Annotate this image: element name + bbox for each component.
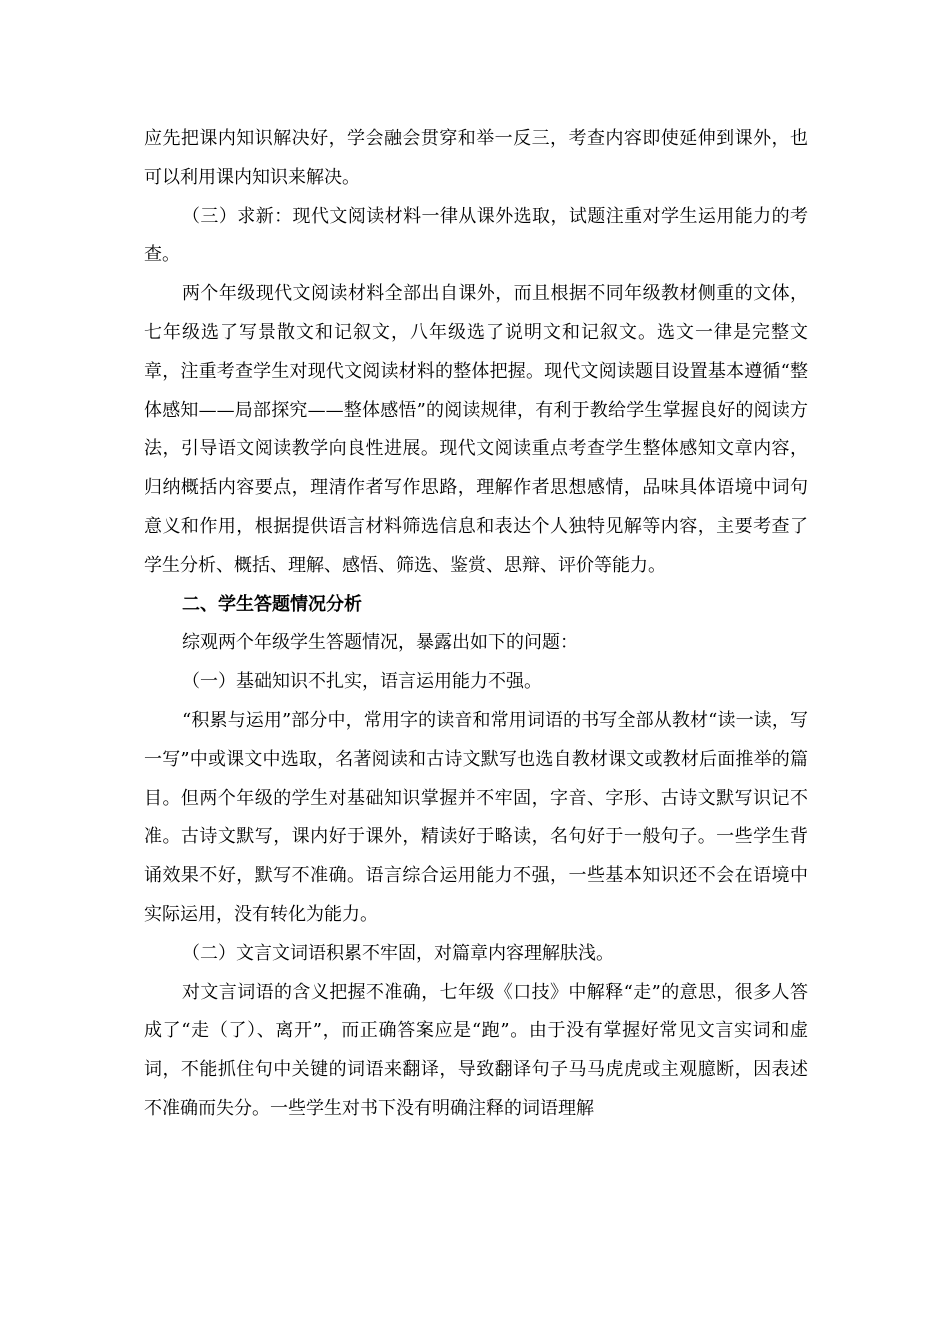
paragraph-continuation: 应先把课内知识解决好，学会融会贯穿和举一反三，考查内容即使延伸到课外，也可以利用课内知识来解决。 [144, 128, 808, 188]
section-heading-answer-analysis: 二、学生答题情况分析 [182, 593, 362, 615]
paragraph-problem-two-title: （二）文言文词语积累不牢固，对篇章内容理解肤浅。 [182, 942, 614, 964]
paragraph-modern-reading: 两个年级现代文阅读材料全部出自课外，而且根据不同年级教材侧重的文体，七年级选了写景散文和记叙文，八年级选了说明文和记叙文。选文一律是完整文章，注重考查学生对现代文阅读材料的整体把握。现代文阅读题目设置基本遵循“整体感知——局部探究——整体感悟”的阅读规律，有利于教给学生掌握良好的阅读方法，引导语文阅读教学向良性进展。现代文阅读重点考查学生整体感知文章内容，归纳概括内容要点，理清作者写作思路，理解作者思想感情，品味具体语境中词句意义和作用，根据提供语言材料筛选信息和表达个人独特见解等内容，主要考查了学生分析、概括、理解、感悟、筛选、鉴赏、思辩、评价等能力。 [144, 283, 808, 576]
paragraph-problem-one-title: （一）基础知识不扎实，语言运用能力不强。 [182, 671, 542, 693]
paragraph-overview: 综观两个年级学生答题情况，暴露出如下的问题： [182, 632, 578, 654]
paragraph-problem-one-body: “积累与运用”部分中，常用字的读音和常用词语的书写全部从教材“读一读，写一写”中或课文中选取，名著阅读和古诗文默写也选自教材课文或教材后面推举的篇目。但两个年级的学生对基础知识掌握并不牢固，字音、字形、古诗文默写识记不准。古诗文默写，课内好于课外，精读好于略读，名句好于一般句子。一些学生背诵效果不好，默写不准确。语言综合运用能力不强，一些基本知识还不会在语境中实际运用，没有转化为能力。 [144, 709, 808, 925]
paragraph-problem-two-body: 对文言词语的含义把握不准确，七年级《口技》中解释“走”的意思，很多人答成了“走（了）、离开”，而正确答案应是“跑”。由于没有掌握好常见文言实词和虚词，不能抓住句中关键的词语来翻译，导致翻译句子马马虎虎或主观臆断，因表述不准确而失分。一些学生对书下没有明确注释的词语理解 [144, 981, 808, 1119]
paragraph-point-three: （三）求新：现代文阅读材料一律从课外选取，试题注重对学生运用能力的考查。 [144, 205, 808, 266]
document-body [144, 120, 808, 1129]
